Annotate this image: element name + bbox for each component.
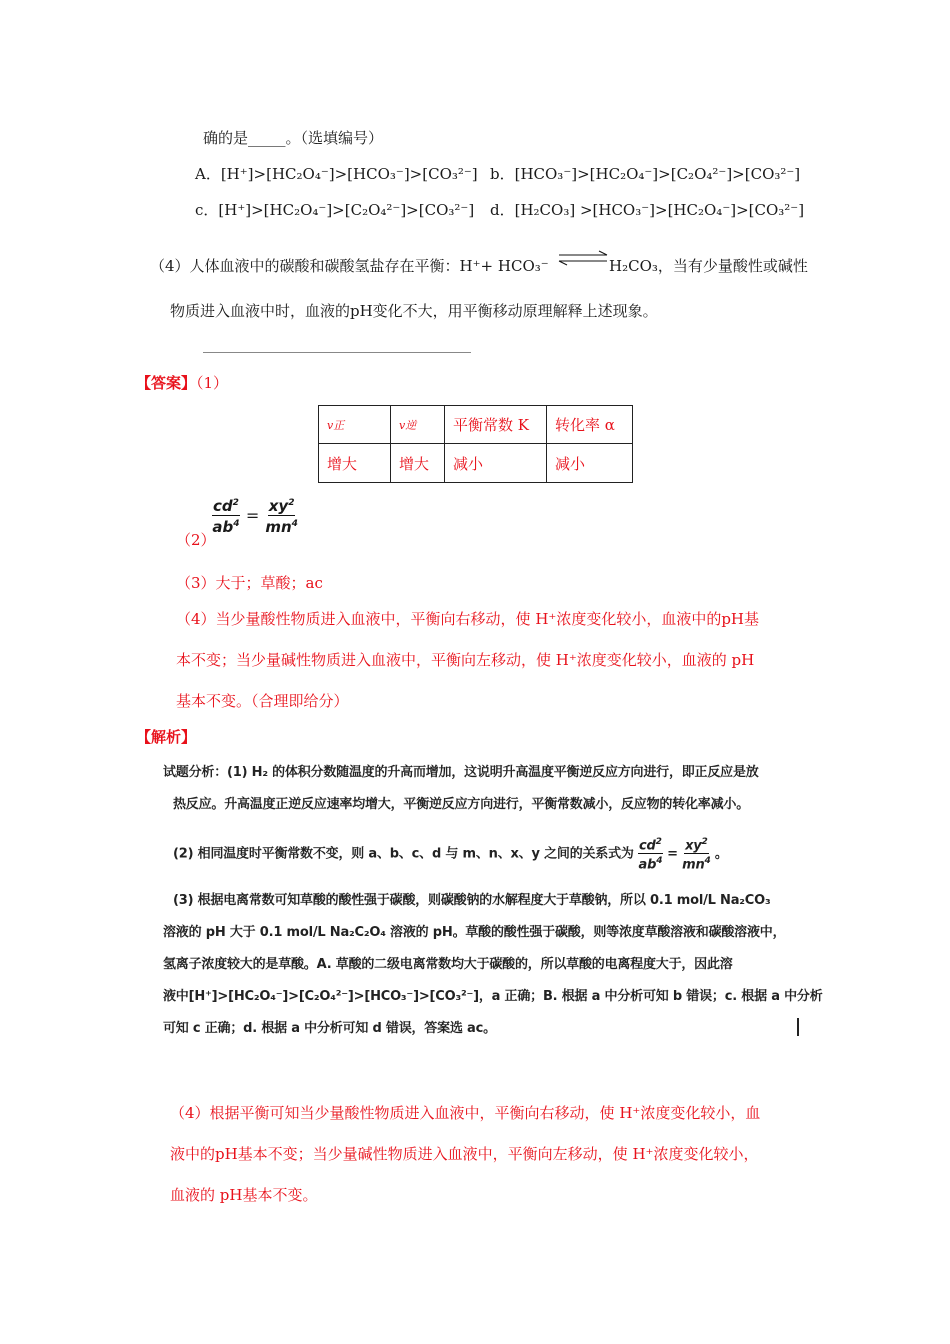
table-header-equilibrium-constant: 平衡常数 K: [445, 406, 547, 444]
analysis-period: 。: [714, 846, 728, 862]
table-cell: 增大: [319, 444, 391, 483]
question-3-tail: 确的是_____。（选填编号）: [203, 129, 384, 147]
answer-label: 【答案】: [136, 374, 197, 392]
question-4-line2: 物质进入血液中时，血液的pH变化不大，用平衡移动原理解释上述现象。: [170, 302, 658, 320]
analysis-line: 氢离子浓度较大的是草酸。A. 草酸的二级电离常数均大于碳酸的，所以草酸的电离程度大于，因此溶: [163, 957, 733, 972]
option-c: c．[H⁺]>[HC₂O₄⁻]>[C₂O₄²⁻]>[CO₃²⁻]: [195, 201, 475, 219]
answer-blank-line: [203, 352, 471, 353]
analysis-scanned-block: [163, 757, 823, 1037]
analysis-part4-line3: 血液的 pH基本不变。: [170, 1186, 318, 1204]
analysis-part4-line2: 液中的pH基本不变；当少量碱性物质进入血液中，平衡向左移动，使 H⁺浓度变化较小，: [170, 1145, 759, 1163]
option-a: A．[H⁺]>[HC₂O₄⁻]>[HCO₃⁻]>[CO₃²⁻]: [195, 165, 478, 183]
question-4-line1-b: H₂CO₃，当有少量酸性或碱性: [609, 257, 808, 275]
analysis-label: 【解析】: [136, 728, 197, 746]
table-cell: 减小: [547, 444, 633, 483]
answer-table: [318, 405, 633, 483]
table-header-v-forward: v正: [319, 406, 391, 444]
scan-edge-mark: [797, 1018, 799, 1036]
answer-part2-formula: $\frac{cd^2}{ab^4}$ = $\frac{xy^2}{mn^4}$: [212, 497, 298, 536]
analysis-line: 试题分析：(1) H₂ 的体积分数随温度的升高而增加，这说明升高温度平衡逆反应方向进行，即正反应是放: [163, 765, 759, 780]
answer-part1: （1）: [196, 374, 229, 392]
answer-part2-label: （2）: [176, 531, 216, 549]
question-4-line1-a: （4）人体血液中的碳酸和碳酸氢盐存在平衡：H⁺+ HCO₃⁻: [150, 257, 549, 275]
answer-part3: （3）大于；草酸；ac: [176, 574, 323, 592]
analysis-line: (2) 相同温度时平衡常数不变，则 a、b、c、d 与 m、n、x、y 之间的关系式为 $\frac{cd^2}{ab^4}$ = $\frac{xy^2}{mn^4}$ 。: [173, 837, 728, 873]
equilibrium-arrows-icon: [557, 250, 609, 266]
table-cell: 减小: [445, 444, 547, 483]
analysis-part4-line1: （4）根据平衡可知当少量酸性物质进入血液中，平衡向右移动，使 H⁺浓度变化较小，血: [170, 1104, 761, 1122]
table-header-v-reverse: v逆: [391, 406, 445, 444]
option-d: d．[H₂CO₃] >[HCO₃⁻]>[HC₂O₄⁻]>[CO₃²⁻]: [490, 201, 805, 219]
answer-part4-line2: 本不变；当少量碱性物质进入血液中，平衡向左移动，使 H⁺浓度变化较小，血液的 pH: [176, 651, 755, 669]
analysis-line: 液中[H⁺]>[HC₂O₄⁻]>[C₂O₄²⁻]>[HCO₃⁻]>[CO₃²⁻]，a 正确；B. 根据 a 中分析可知 b 错误；c. 根据 a 中分析: [163, 989, 823, 1004]
answer-part4-line3: 基本不变。（合理即给分）: [176, 692, 349, 710]
analysis-line: 可知 c 正确；d. 根据 a 中分析可知 d 错误，答案选 ac。: [163, 1021, 496, 1036]
table-cell: 增大: [391, 444, 445, 483]
analysis-line: (3) 根据电离常数可知草酸的酸性强于碳酸，则碳酸钠的水解程度大于草酸钠，所以 0.1 mol/L Na₂CO₃: [173, 893, 771, 908]
table-header-conversion-rate: 转化率 α: [547, 406, 633, 444]
answer-part4-line1: （4）当少量酸性物质进入血液中，平衡向右移动，使 H⁺浓度变化较小，血液中的pH基: [176, 610, 759, 628]
analysis-line-text: (2) 相同温度时平衡常数不变，则 a、b、c、d 与 m、n、x、y 之间的关系式为: [173, 846, 634, 862]
analysis-line: 热反应。升高温度正逆反应速率均增大，平衡逆反应方向进行，平衡常数减小，反应物的转化率减小。: [173, 797, 750, 812]
option-b: b．[HCO₃⁻]>[HC₂O₄⁻]>[C₂O₄²⁻]>[CO₃²⁻]: [490, 165, 801, 183]
analysis-line: 溶液的 pH 大于 0.1 mol/L Na₂C₂O₄ 溶液的 pH。草酸的酸性强于碳酸，则等浓度草酸溶液和碳酸溶液中，: [163, 925, 786, 940]
